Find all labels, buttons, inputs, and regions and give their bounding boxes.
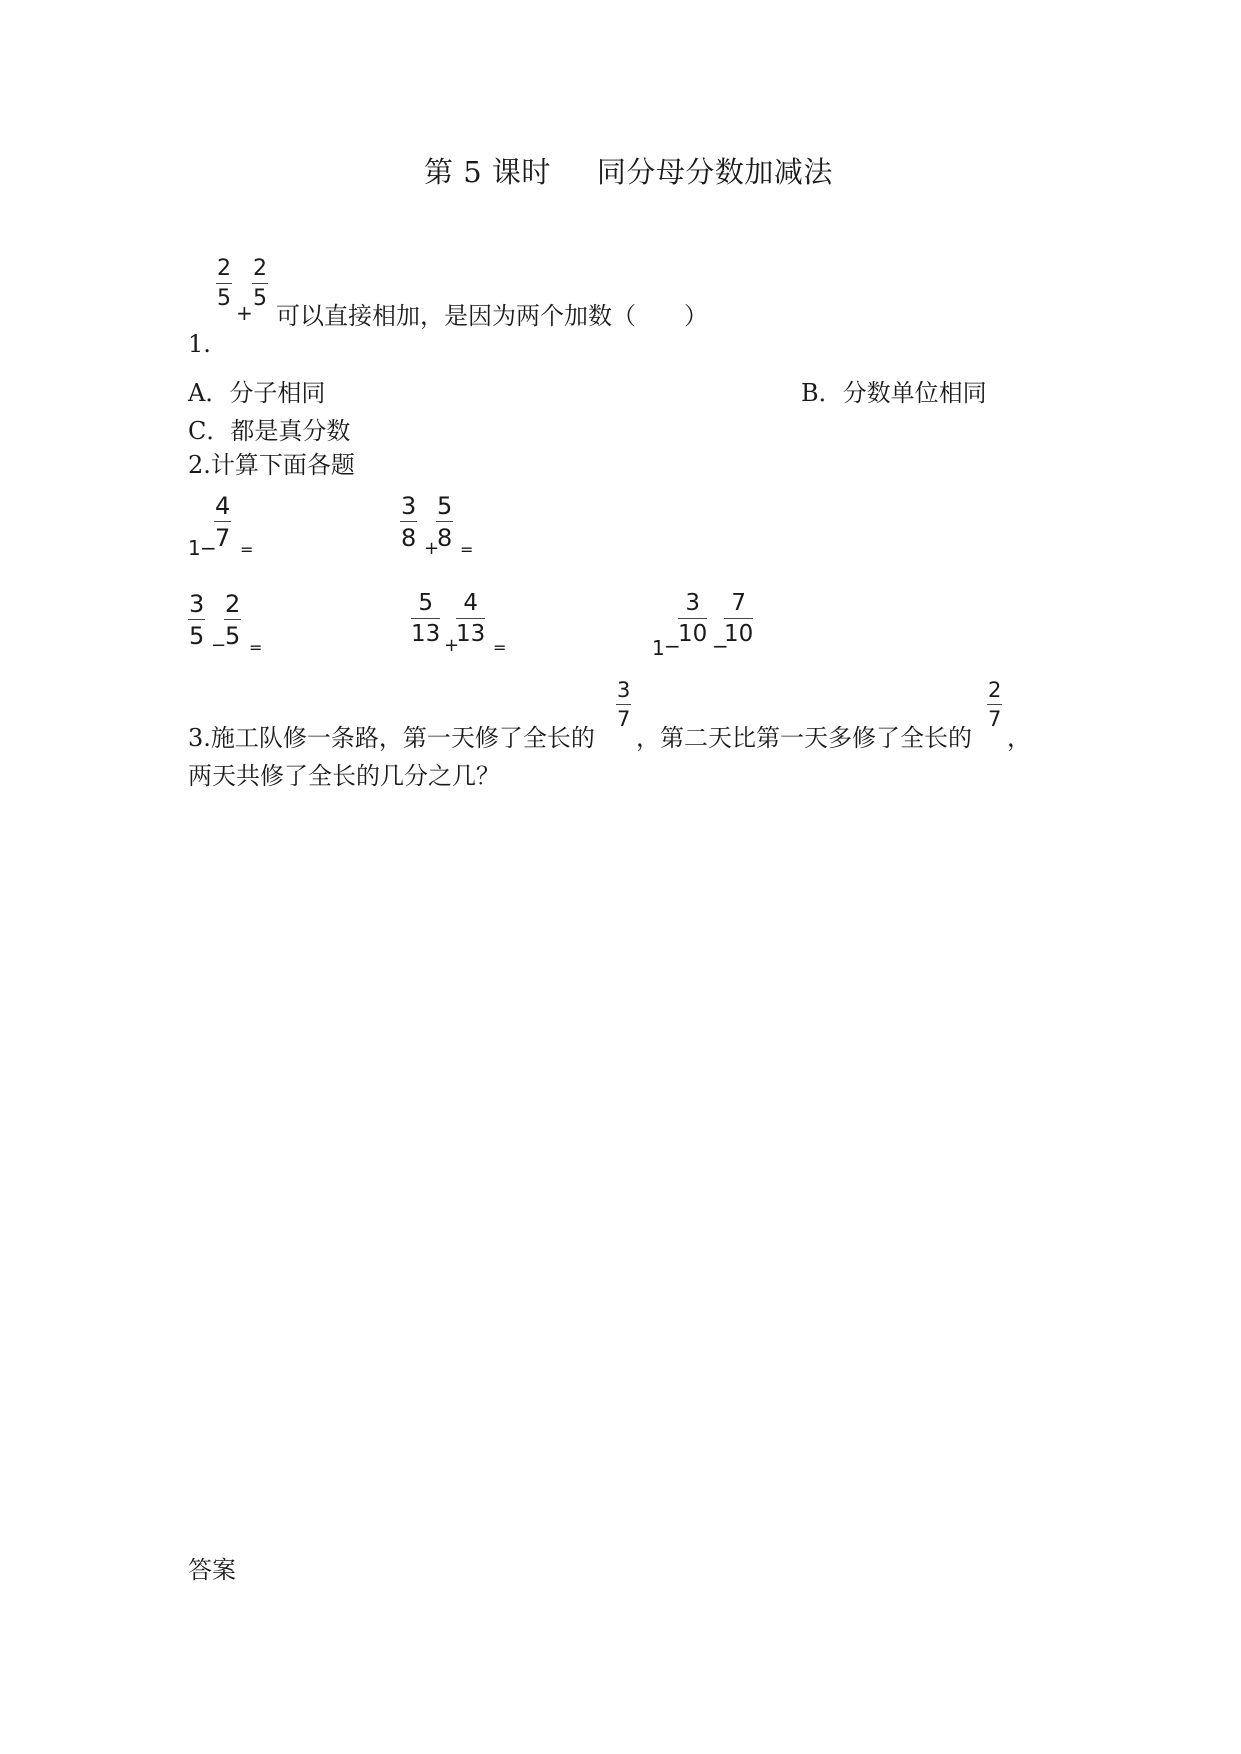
q2-heading: 2.计算下面各题 <box>188 451 355 479</box>
q3-text-part-1: 3.施工队修一条路，第一天修了全长的 <box>188 724 595 752</box>
answer-heading: 答案 <box>188 1556 236 1584</box>
lesson-number: 第 5 课时 <box>424 155 551 189</box>
q2-e2-fraction-2: 5 8 <box>437 492 453 552</box>
q1-option-a: A．分子相同 <box>188 379 326 407</box>
q2-e5-fraction-1: 3 10 <box>678 590 708 647</box>
q1-plus-sign: + <box>236 301 253 325</box>
q2-e1-fraction: 4 7 <box>215 492 231 552</box>
lesson-topic: 同分母分数加减法 <box>596 155 833 189</box>
q1-option-c: C．都是真分数 <box>188 417 351 445</box>
q1-number: 1. <box>188 330 211 358</box>
q1-fraction-a: 2 5 <box>217 256 231 311</box>
q2-e2-fraction-1: 3 8 <box>401 492 417 552</box>
q2-e5-fraction-2: 7 10 <box>724 590 754 647</box>
q2-e3-fraction-1: 3 5 <box>189 590 205 650</box>
q2-e4-fraction-1: 5 13 <box>411 590 441 647</box>
q1-fraction-b: 2 5 <box>253 256 267 311</box>
q3-text-line-2: 两天共修了全长的几分之几？ <box>188 762 500 790</box>
q3-fraction-1: 3 7 <box>617 678 631 731</box>
q2-e4-fraction-2: 4 13 <box>456 590 486 647</box>
q3-fraction-2: 2 7 <box>988 678 1002 731</box>
q1-option-b: B．分数单位相同 <box>801 379 987 407</box>
q1-stem: 可以直接相加，是因为两个加数（ ） <box>276 302 708 330</box>
q3-text-part-3: ， <box>1007 724 1031 752</box>
q2-e3-fraction-2: 2 5 <box>225 590 241 650</box>
q3-text-part-2: ，第二天比第一天多修了全长的 <box>636 724 972 752</box>
page-title <box>424 150 833 191</box>
